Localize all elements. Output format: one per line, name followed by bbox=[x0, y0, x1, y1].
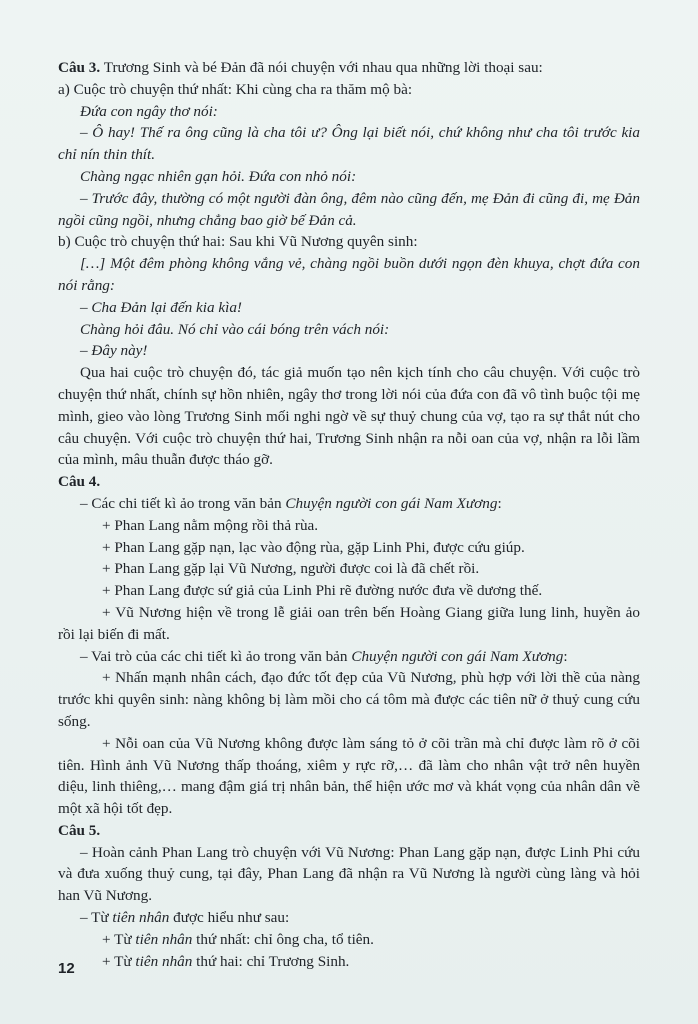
cau4-p2-text: – Vai trò của các chi tiết kì ảo trong văn bản bbox=[80, 647, 352, 665]
cau4-p1-colon: : bbox=[497, 494, 502, 512]
cau5-item-2 bbox=[58, 951, 640, 973]
cau4-p2-work-title: Chuyện người con gái Nam Xương bbox=[351, 647, 564, 665]
cau5-i2-rest: thứ hai: chỉ Trương Sinh. bbox=[192, 952, 350, 970]
cau4-item-4: + Phan Lang được sứ giả của Linh Phi rẽ đường nước đưa về dương thế. bbox=[102, 582, 543, 600]
cau4-item-1: + Phan Lang nằm mộng rồi thả rùa. bbox=[102, 516, 319, 534]
cau3-a-quote-3: Chàng ngạc nhiên gạn hỏi. Đứa con nhỏ nói: bbox=[80, 167, 357, 185]
cau3-b-label: b) Cuộc trò chuyện thứ hai: Sau khi Vũ Nương quyên sinh: bbox=[58, 233, 418, 251]
cau4-paragraph-2 bbox=[58, 646, 640, 668]
cau4-role-item-1: + Nhấn mạnh nhân cách, đạo đức tốt đẹp của Vũ Nương, phù hợp với lời thề của nàng trước khi quyên sinh: nàng không bị làm mồi cho cá tôm mà được các tiên nữ ở thuỷ cung cứu sống. bbox=[58, 669, 640, 730]
cau5-paragraph-1: – Hoàn cảnh Phan Lang trò chuyện với Vũ Nương: Phan Lang gặp nạn, được Linh Phi cứu và đưa xuống thuỷ cung, tại đây, Phan Lang đã nhận ra Vũ Nương là người cùng làng và hỏi han Vũ Nương. bbox=[58, 843, 640, 905]
cau4-p2-colon: : bbox=[563, 647, 568, 665]
cau5-i1-rest: thứ nhất: chỉ ông cha, tổ tiên. bbox=[192, 930, 374, 948]
page-content bbox=[58, 57, 640, 972]
cau5-p2-term: tiên nhân bbox=[112, 909, 170, 927]
cau3-a-quote-1: Đứa con ngây thơ nói: bbox=[80, 102, 218, 120]
cau5-i1-pre: + Từ bbox=[102, 930, 136, 948]
cau3-a-quote-2: – Ô hay! Thế ra ông cũng là cha tôi ư? Ông lại biết nói, chứ không như cha tôi trước kia chỉ nín thin thít. bbox=[58, 124, 640, 164]
page-number: 12 bbox=[58, 960, 75, 977]
cau3-b-quote-2: – Cha Đản lại đến kia kìa! bbox=[80, 298, 242, 316]
cau4-heading: Câu 4. bbox=[58, 473, 101, 491]
cau5-i1-term: tiên nhân bbox=[135, 930, 193, 948]
cau4-p1-work-title: Chuyện người con gái Nam Xương bbox=[285, 494, 498, 512]
cau4-p1-text: – Các chi tiết kì ảo trong văn bản bbox=[80, 494, 286, 512]
cau5-p2-rest: được hiểu như sau: bbox=[169, 909, 290, 927]
cau5-item-1 bbox=[58, 929, 640, 951]
cau5-paragraph-2 bbox=[58, 907, 640, 929]
cau5-i2-pre: + Từ bbox=[102, 952, 136, 970]
cau3-intro bbox=[58, 57, 640, 79]
cau3-heading: Câu 3. bbox=[58, 59, 101, 76]
cau4-item-2: + Phan Lang gặp nạn, lạc vào động rùa, gặp Linh Phi, được cứu giúp. bbox=[102, 538, 525, 556]
cau3-analysis: Qua hai cuộc trò chuyện đó, tác giả muốn tạo nên kịch tính cho câu chuyện. Với cuộc trò chuyện thứ nhất, chính sự hồn nhiên, ngây thơ trong lời nói của đứa con đã vô tình buộc tội mẹ mình, gieo vào lòng Trương Sinh mối nghi ngờ về sự thuỷ chung của vợ, tạo ra sự thắt nút cho câu chuyện. Với cuộc trò chuyện thứ hai, Trương Sinh nhận ra nỗi oan của vợ, nhận ra lỗi lầm của mình, mâu thuẫn được tháo gỡ. bbox=[58, 364, 640, 469]
cau3-a-label: a) Cuộc trò chuyện thứ nhất: Khi cùng cha ra thăm mộ bà: bbox=[58, 80, 413, 98]
cau4-paragraph-1 bbox=[58, 493, 640, 515]
cau4-item-3: + Phan Lang gặp lại Vũ Nương, người được coi là đã chết rồi. bbox=[102, 560, 480, 578]
cau5-i2-term: tiên nhân bbox=[135, 952, 193, 970]
cau4-item-5: + Vũ Nương hiện về trong lễ giải oan trên bến Hoàng Giang giữa lung linh, huyền ảo rồi lại biến đi mất. bbox=[58, 603, 640, 643]
cau4-role-item-2: + Nỗi oan của Vũ Nương không được làm sáng tỏ ở cõi trần mà chỉ được làm rõ ở cõi tiên. Hình ảnh Vũ Nương thấp thoáng, xiêm y rực rỡ,… đã làm cho nhân vật trở nên huyền diệu, linh thiêng,… mang đậm giá trị nhân bản, thể hiện ước mơ và khát vọng của nhân dân về một xã hội tốt đẹp. bbox=[58, 734, 640, 818]
cau3-b-quote-1: […] Một đêm phòng không vắng vẻ, chàng ngồi buồn dưới ngọn đèn khuya, chợt đứa con nói rằng: bbox=[58, 255, 640, 294]
cau3-intro-text: Trương Sinh và bé Đản đã nói chuyện với nhau qua những lời thoại sau: bbox=[100, 59, 543, 76]
cau3-a-quote-4: – Trước đây, thường có một người đàn ông, đêm nào cũng đến, mẹ Đản đi cũng đi, mẹ Đản ngồi cũng ngồi, nhưng chẳng bao giờ bế Đản cả. bbox=[58, 189, 640, 229]
cau5-heading: Câu 5. bbox=[58, 821, 101, 839]
cau3-b-quote-3: Chàng hỏi đâu. Nó chỉ vào cái bóng trên vách nói: bbox=[80, 320, 390, 338]
cau3-b-quote-4: – Đây này! bbox=[80, 342, 148, 360]
cau5-p2-text: – Từ bbox=[80, 909, 113, 927]
